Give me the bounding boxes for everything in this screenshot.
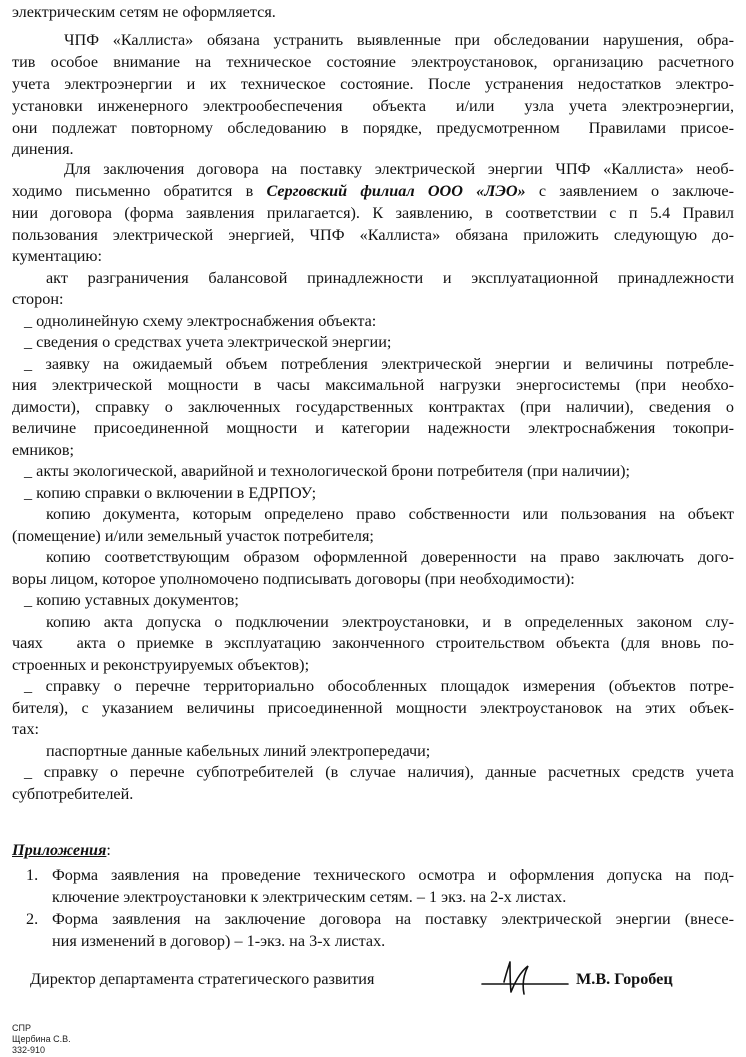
text-run: с заявлением о заключе- bbox=[525, 182, 734, 200]
text-line: емников; bbox=[12, 441, 75, 459]
list-item: _ справку о перечне субпотребителей (в случае наличия), данные расчетных средств учета bbox=[24, 763, 734, 781]
appendix-item: Форма заявления на заключение договора на поставку электрической энергии (внесе- bbox=[52, 910, 734, 928]
text-line: тах: bbox=[12, 720, 40, 738]
text-line: чаях акта о приемке в эксплуатацию законченного строительством объекта (для вновь по- bbox=[12, 634, 734, 652]
text-line: кументацию: bbox=[12, 247, 102, 265]
text-line: строенных и реконструируемых объектов); bbox=[12, 656, 310, 674]
text-line: воры лицом, которое уполномочено подписывать договоры (при необходимости): bbox=[12, 570, 575, 588]
text-line: величине присоединенной мощности и категории надежности электроснабжения токопри- bbox=[12, 419, 734, 437]
handwritten-signature bbox=[480, 954, 575, 999]
list-item: паспортные данные кабельных линий электропередачи; bbox=[46, 742, 431, 760]
appendix-item: Форма заявления на проведение технического осмотра и оформления допуска на под- bbox=[52, 866, 734, 884]
appendix-item-number: 2. bbox=[26, 910, 39, 928]
footer-line: Щербина С.В. bbox=[12, 1034, 71, 1044]
text-line: электрическим сетям не оформляется. bbox=[12, 3, 276, 21]
text-line: они подлежат повторному обследованию в порядке, предусмотренном Правилами присое- bbox=[12, 119, 734, 137]
list-item: _ справку о перечне территориально обособленных площадок измерения (объектов потре- bbox=[24, 677, 734, 695]
signatory-position: Директор департамента стратегического развития bbox=[30, 970, 375, 988]
text-line: димости), справку о заключенных государственных контрактах (при наличии), сведения о bbox=[12, 398, 734, 416]
text-line: пользования электрической энергией, ЧПФ «Каллиста» обязана приложить следующую до- bbox=[12, 226, 734, 244]
footer-line: 332-910 bbox=[12, 1045, 46, 1055]
footer-line: СПР bbox=[12, 1023, 31, 1033]
list-item: _ заявку на ожидаемый объем потребления электрической энергии и величины потребле- bbox=[24, 355, 734, 373]
text-line: бителя), с указанием величины присоединенной мощности электроустановок на этих объек- bbox=[12, 699, 734, 717]
text-line: (помещение) и/или земельный участок потребителя; bbox=[12, 527, 374, 545]
list-item: _ сведения о средствах учета электрической энергии; bbox=[24, 333, 392, 351]
appendix-item-number: 1. bbox=[26, 866, 39, 884]
text-line: учета электроэнергии и их техническое состояние. После устранения недостатков электро- bbox=[12, 75, 734, 93]
list-item: копию соответствующим образом оформленной доверенности на право заключать дого- bbox=[46, 548, 734, 566]
list-item: акт разграничения балансовой принадлежности и эксплуатационной принадлежности bbox=[46, 269, 734, 287]
text-line: нии договора (форма заявления прилагается). К заявлению, в соответствии с п 5.4 Правил bbox=[12, 204, 734, 222]
signatory-name: М.В. Горобец bbox=[576, 970, 673, 988]
appendix-heading-colon: : bbox=[106, 841, 111, 859]
text-line: сторон: bbox=[12, 290, 64, 308]
text-line: Для заключения договора на поставку электрической энергии ЧПФ «Каллиста» необ- bbox=[64, 160, 734, 178]
text-run: ходимо письменно обратится в bbox=[12, 182, 267, 200]
text-line: установки инженерного электрообеспечения объекта и/или узла учета электроэнергии, bbox=[12, 97, 734, 115]
appendix-item: ключение электроустановки к электрическим сетям. – 1 экз. на 2-х листах. bbox=[52, 888, 567, 906]
list-item: _ акты экологической, аварийной и технологической брони потребителя (при наличии); bbox=[24, 462, 630, 480]
text-line-mixed bbox=[12, 181, 734, 203]
appendix-heading-text: Приложения bbox=[12, 841, 107, 859]
list-item: _ однолинейную схему электроснабжения объекта: bbox=[24, 312, 377, 330]
appendix-heading bbox=[12, 840, 734, 862]
company-name: Серговский филиал ООО «ЛЭО» bbox=[266, 182, 526, 200]
text-line: динения. bbox=[12, 140, 74, 158]
list-item: копию документа, которым определено право собственности или пользования на объект bbox=[46, 505, 734, 523]
appendix-item: ния изменений в договор) – 1-экз. на 3-х листах. bbox=[52, 932, 386, 950]
text-line: ЧПФ «Каллиста» обязана устранить выявленные при обследовании нарушения, обра- bbox=[64, 31, 734, 49]
list-item: _ копию справки о включении в ЕДРПОУ; bbox=[24, 484, 317, 502]
text-line: ния электрической мощности в часы максимальной нагрузки энергосистемы (при необхо- bbox=[12, 376, 734, 394]
text-line: тив особое внимание на техническое состояние электроустановок, организацию расчетного bbox=[12, 53, 734, 71]
list-item: копию акта допуска о подключении электроустановки, и в определенных законом слу- bbox=[46, 613, 734, 631]
text-line: субпотребителей. bbox=[12, 785, 134, 803]
list-item: _ копию уставных документов; bbox=[24, 591, 239, 609]
